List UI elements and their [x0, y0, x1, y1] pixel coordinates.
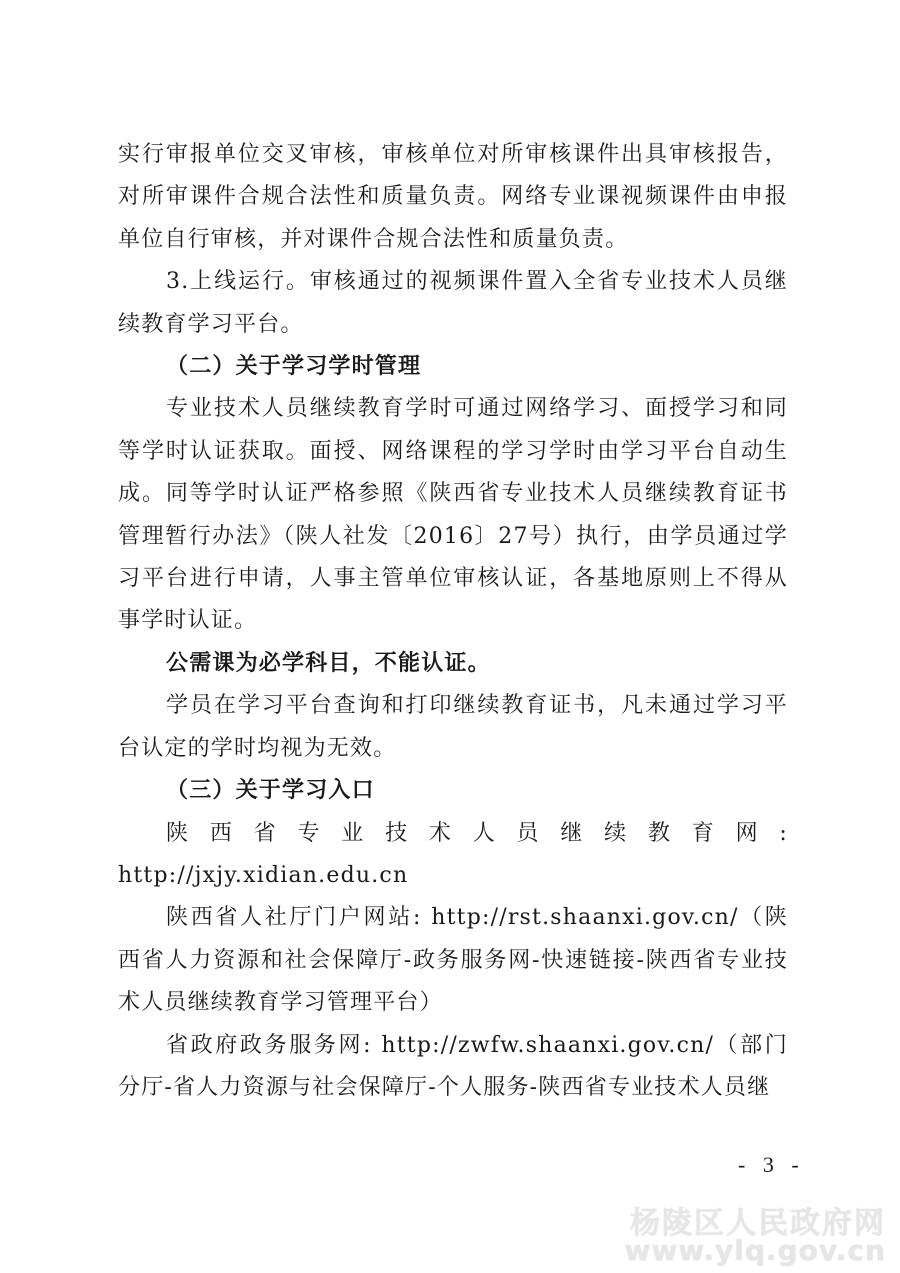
paragraph-online-operation: 3.上线运行。审核通过的视频课件置入全省专业技术人员继续教育学习平台。	[118, 269, 788, 337]
paragraph-entry-jxjy: 陕西省专业技术人员继续教育网: http://jxjy.xidian.edu.cn	[118, 820, 788, 888]
paragraph-entry-rst: 陕西省人社厅门户网站: http://rst.shaanxi.gov.cn/（陕西省人力资源和社会保障厅-政务服务网-快速链接-陕西省专业技术人员继续教育学习管理平台）	[118, 905, 788, 1016]
page-number: - 3 -	[738, 1152, 805, 1177]
paragraph-cross-review: 实行审报单位交叉审核，审核单位对所审核课件出具审核报告，对所审课件合规合法性和质量负责。网络专业课视频课件由申报单位自行审核，并对课件合规合法性和质量负责。	[118, 142, 788, 252]
paragraph-study-hours: 专业技术人员继续教育学时可通过网络学习、面授学习和同等学时认证获取。面授、网络课程的学习学时由学习平台自动生成。同等学时认证严格参照《陕西省专业技术人员继续教育证书管理暂行办法》（陕人社发〔2016〕27号）执行，由学员通过学习平台进行申请，人事主管单位审核认证，各基地原则上不得从事学时认证。	[118, 396, 788, 634]
paragraph-certificate: 学员在学习平台查询和打印继续教育证书，凡未通过学习平台认定的学时均视为无效。	[118, 693, 788, 761]
section-heading-study-entry: （三）关于学习入口	[166, 778, 375, 804]
watermark-site-name: 杨陵区人民政府网	[630, 1206, 886, 1241]
paragraph-entry-zwfw: 省政府政务服务网: http://zwfw.shaanxi.gov.cn/（部门分厅-省人力资源与社会保障厅-个人服务-陕西省专业技术人员继	[118, 1032, 788, 1100]
document-body	[118, 134, 788, 1109]
paragraph-required-courses: 公需课为必学科目，不能认证。	[166, 650, 491, 676]
watermark-site-url: www.ylq.gov.cn	[624, 1234, 886, 1267]
section-heading-study-hours: （二）关于学习学时管理	[166, 354, 422, 380]
